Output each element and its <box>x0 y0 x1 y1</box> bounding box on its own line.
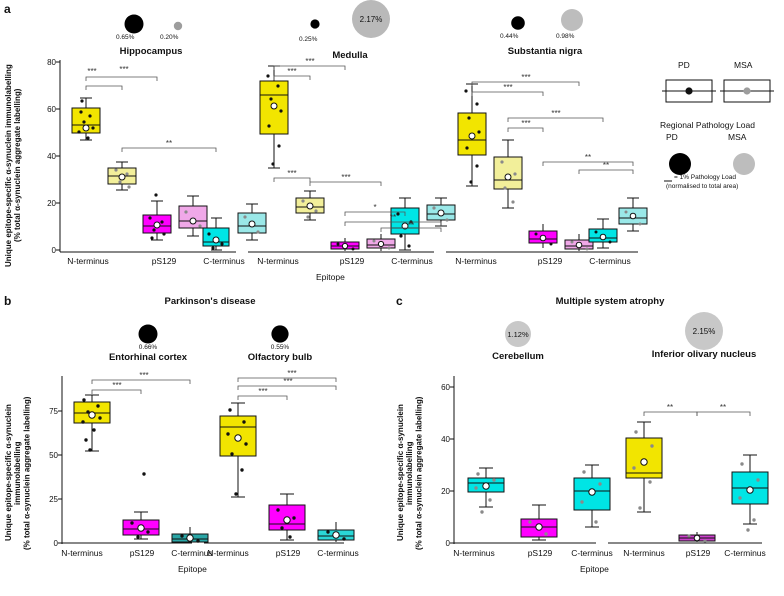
svg-text:***: *** <box>503 83 513 92</box>
svg-text:40: 40 <box>441 435 450 444</box>
xtick-a-sn-ps129: pS129 <box>537 256 563 266</box>
substantia-nigra-title: Substantia nigra <box>507 46 583 57</box>
svg-text:**: ** <box>602 161 610 170</box>
svg-text:***: *** <box>287 369 297 378</box>
svg-text:**: ** <box>719 403 727 412</box>
svg-text:20: 20 <box>441 487 450 496</box>
xtick-a-medulla-c: C-terminus <box>391 256 433 266</box>
legend-boxplot-icons <box>662 76 780 110</box>
svg-text:2.15%: 2.15% <box>692 327 716 336</box>
legend-scale-note: = 1% Pathology Load <box>674 174 736 181</box>
panel-b-title: Parkinson's disease <box>164 296 256 307</box>
svg-text:40: 40 <box>47 152 56 161</box>
svg-text:**: ** <box>666 403 674 412</box>
legend-load-pd: PD <box>666 132 678 142</box>
legend-msa-label: MSA <box>734 60 753 70</box>
legend-pd-label: PD <box>678 60 690 70</box>
svg-text:***: *** <box>112 381 122 390</box>
ion-load-header <box>634 312 774 360</box>
medulla-title: Medulla <box>332 50 368 61</box>
entorhinal-load-pd: 0.66% <box>138 344 158 351</box>
svg-text:*: * <box>373 203 377 212</box>
svg-text:***: *** <box>119 65 129 74</box>
cerebellum-title: Cerebellum <box>492 351 544 362</box>
olfactory-load-pd: 0.55% <box>270 344 290 351</box>
svg-text:***: *** <box>521 73 531 82</box>
panel-b-x-axis-label: Epitope <box>178 564 207 574</box>
entorhinal-load-bubble <box>108 320 188 344</box>
hippocampus-load-header <box>96 8 206 57</box>
svg-text:***: *** <box>551 109 561 118</box>
svg-text:20: 20 <box>47 199 56 208</box>
entorhinal-title: Entorhinal cortex <box>108 352 188 363</box>
panel-letter-a: a <box>4 2 11 16</box>
svg-text:50: 50 <box>49 451 58 460</box>
legend-load-msa: MSA <box>728 132 747 142</box>
medulla-load-header <box>285 0 415 61</box>
xtick-a-hippo-n: N-terminus <box>67 256 109 266</box>
xtick-c-ion-ps129: pS129 <box>685 548 711 558</box>
cerebellum-load-header <box>468 318 568 362</box>
panel-c-title: Multiple system atrophy <box>555 296 665 307</box>
xtick-a-sn-n: N-terminus <box>455 256 497 266</box>
cerebellum-load-bubble <box>468 318 568 348</box>
svg-text:0: 0 <box>53 539 58 548</box>
svg-text:***: *** <box>283 377 293 386</box>
svg-text:75: 75 <box>49 407 58 416</box>
panel-letter-b: b <box>4 294 12 308</box>
legend-scale-note2: (normalised to total area) <box>666 183 739 190</box>
xtick-b-ent-n: N-terminus <box>61 548 103 558</box>
panel-a-y-axis-label: Unique epitope-specific α-synuclein immunolabelling (% total α-synuclein aggregate labelling) <box>4 64 23 267</box>
ion-title: Inferior olivary nucleus <box>651 349 757 360</box>
svg-text:***: *** <box>341 173 351 182</box>
xtick-c-ion-c: C-terminus <box>724 548 766 558</box>
substantia-nigra-load-msa: 0.98% <box>556 33 575 40</box>
xtick-b-olf-n: N-terminus <box>207 548 249 558</box>
xtick-a-hippo-ps129: pS129 <box>151 256 177 266</box>
xtick-c-cb-c: C-terminus <box>571 548 613 558</box>
svg-text:***: *** <box>287 67 297 76</box>
svg-text:60: 60 <box>441 383 450 392</box>
substantia-nigra-load-header <box>470 4 620 57</box>
legend-load-title: Regional Pathology Load <box>660 120 755 130</box>
svg-text:25: 25 <box>49 495 58 504</box>
panel-c-y-axis-label: Unique epitope-specific α-synuclein immunolabelling (% total α-synuclein aggregate labelling) <box>396 396 424 550</box>
svg-text:***: *** <box>287 169 297 178</box>
panel-a-plot <box>26 56 656 286</box>
svg-text:1.12%: 1.12% <box>507 330 529 339</box>
hippocampus-load-pd: 0.65% <box>116 34 135 41</box>
xtick-b-ent-c: C-terminus <box>171 548 213 558</box>
xtick-c-cb-n: N-terminus <box>453 548 495 558</box>
svg-text:***: *** <box>87 67 97 76</box>
substantia-nigra-load-bubbles <box>470 4 620 34</box>
panel-c-x-axis-label: Epitope <box>580 564 609 574</box>
svg-text:***: *** <box>305 57 315 66</box>
xtick-a-medulla-n: N-terminus <box>257 256 299 266</box>
svg-text:2.17%: 2.17% <box>359 15 383 24</box>
svg-text:***: *** <box>521 119 531 128</box>
medulla-load-bubbles <box>285 0 415 38</box>
xtick-b-ent-ps129: pS129 <box>129 548 155 558</box>
xtick-a-hippo-c: C-terminus <box>203 256 245 266</box>
entorhinal-load-header <box>108 320 188 363</box>
svg-text:60: 60 <box>47 105 56 114</box>
panel-b-y-axis-label: Unique epitope-specific α-synuclein immunolabelling (% total α-synuclein aggregate labelling) <box>4 396 32 550</box>
legend <box>660 60 780 194</box>
hippocampus-load-msa: 0.20% <box>160 34 179 41</box>
hippocampus-load-bubbles <box>96 8 206 34</box>
substantia-nigra-load-pd: 0.44% <box>500 33 519 40</box>
panel-b-plot <box>26 369 356 562</box>
svg-text:***: *** <box>139 371 149 380</box>
panel-c-plot <box>418 372 778 562</box>
hippocampus-title: Hippocampus <box>119 46 183 57</box>
xtick-c-ion-n: N-terminus <box>623 548 665 558</box>
olfactory-load-header <box>240 320 320 363</box>
panel-a-x-axis-label: Epitope <box>316 272 345 282</box>
svg-text:***: *** <box>258 387 268 396</box>
olfactory-load-bubble <box>240 320 320 344</box>
svg-text:**: ** <box>165 139 173 148</box>
xtick-b-olf-c: C-terminus <box>317 548 359 558</box>
xtick-b-olf-ps129: pS129 <box>275 548 301 558</box>
svg-text:**: ** <box>407 221 415 230</box>
olfactory-title: Olfactory bulb <box>247 352 313 363</box>
svg-text:0: 0 <box>51 246 56 255</box>
svg-text:**: ** <box>389 213 397 222</box>
xtick-c-cb-ps129: pS129 <box>527 548 553 558</box>
xtick-a-medulla-ps129: pS129 <box>339 256 365 266</box>
xtick-a-sn-c: C-terminus <box>589 256 631 266</box>
svg-text:0: 0 <box>445 539 450 548</box>
svg-text:80: 80 <box>47 58 56 67</box>
ion-load-bubble <box>634 312 774 348</box>
panel-letter-c: c <box>396 294 403 308</box>
medulla-load-pd: 0.25% <box>299 36 318 43</box>
svg-text:**: ** <box>584 153 592 162</box>
